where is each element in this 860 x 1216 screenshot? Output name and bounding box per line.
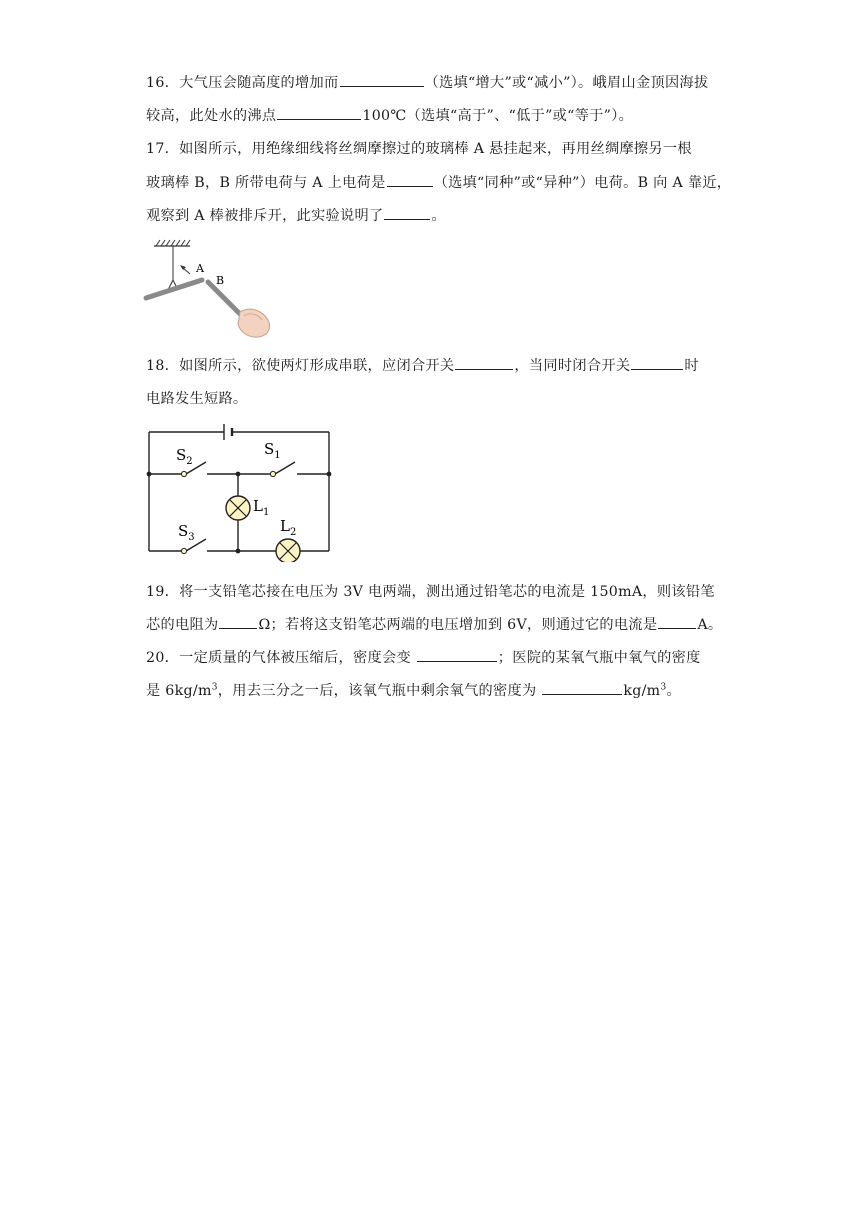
- q18-blank-1[interactable]: [455, 355, 513, 370]
- q20-text-e: kg/m: [623, 683, 661, 699]
- lamp-l2-icon: [276, 539, 300, 562]
- q19-text-c: Ω；若将这支铅笔芯两端的电压增加到 6V，则通过它的电流是: [258, 617, 658, 633]
- question-20-line-2: [146, 675, 726, 708]
- junction-dot: [236, 472, 241, 477]
- q20-sup-2: 3: [660, 682, 667, 693]
- hand-icon: [238, 309, 270, 337]
- question-17-line-3: [146, 200, 726, 233]
- q18-text-c: 时: [684, 358, 699, 374]
- q20-text-c: 是 6kg/m: [146, 683, 212, 699]
- label-l1: $L_1$: [253, 497, 270, 518]
- q20-blank-2[interactable]: [542, 680, 622, 695]
- q19-text-b: 芯的电阻为: [146, 617, 219, 633]
- q16-text-d: 100℃（选填“高于”、“低于”或“等于”）。: [362, 108, 634, 124]
- q19-text-d: A。: [697, 617, 723, 633]
- switch-s3-contact: [181, 548, 186, 553]
- switch-s2-contact: [181, 471, 186, 476]
- q16-text-a: 16．大气压会随高度的增加而: [146, 75, 339, 91]
- question-17-line-2: [146, 167, 732, 200]
- q16-text-b: （选填“增大”或“减小”）。峨眉山金顶因海拔: [424, 75, 709, 91]
- q17-text-e: 。: [431, 208, 446, 224]
- q19-text-a: 19．将一支铅笔芯接在电压为 3V 电两端，测出通过铅笔芯的电流是 150mA，则该铅笔: [146, 584, 715, 600]
- question-19-line-2: [146, 609, 726, 642]
- lamp-l1-icon: [226, 496, 250, 520]
- q20-blank-1[interactable]: [417, 647, 497, 662]
- label-l2: $L_2$: [280, 517, 297, 538]
- q19-blank-2[interactable]: [658, 614, 696, 629]
- q16-blank-2[interactable]: [277, 105, 361, 120]
- question-18-line-2: [146, 383, 726, 416]
- question-16-line-2: [146, 100, 726, 133]
- q17-text-c: （选填“同种”或“异种”）电荷。B 向 A 靠近，: [433, 175, 732, 191]
- q20-sup-1: 3: [211, 682, 218, 693]
- label-s3: $S_3$: [178, 522, 195, 543]
- q17-text-d: 观察到 A 棒被排斥开，此实验说明了: [146, 208, 384, 224]
- junction-dot: [147, 472, 152, 477]
- q16-text-c: 较高，此处水的沸点: [146, 108, 277, 124]
- switch-s1-blade: [275, 462, 295, 474]
- question-20-line-1: [146, 642, 726, 675]
- q16-blank-1[interactable]: [340, 72, 424, 87]
- junction-dot: [236, 549, 241, 554]
- q18-text-a: 18．如图所示，欲使两灯形成串联，应闭合开关: [146, 358, 455, 374]
- q18-blank-2[interactable]: [631, 355, 683, 370]
- circuit-figure: [140, 420, 340, 562]
- q20-text-a: 20．一定质量的气体被压缩后，密度会变: [146, 650, 416, 666]
- q18-text-d: 电路发生短路。: [146, 391, 248, 407]
- q18-text-b: ，当同时闭合开关: [514, 358, 631, 374]
- q20-text-d: ，用去三分之一后，该氧气瓶中剩余氧气的密度为: [217, 683, 542, 699]
- q20-text-f: 。: [666, 683, 681, 699]
- q19-blank-1[interactable]: [219, 614, 257, 629]
- question-17-line-1: [146, 133, 726, 166]
- junction-dot: [327, 472, 332, 477]
- label-a: A: [196, 262, 204, 275]
- ceiling-hatch: [156, 240, 190, 246]
- question-16-line-1: [146, 67, 726, 100]
- q20-text-b: ；医院的某氧气瓶中氧气的密度: [497, 650, 701, 666]
- glass-rod-figure: [140, 238, 280, 340]
- question-18-line-1: [146, 350, 726, 383]
- q17-blank-2[interactable]: [384, 205, 430, 220]
- q17-text-b: 玻璃棒 B，B 所带电荷与 A 上电荷是: [146, 175, 386, 191]
- label-s1: $S_1$: [264, 440, 281, 461]
- label-s2: $S_2$: [176, 446, 193, 467]
- switch-s1-contact: [270, 471, 275, 476]
- question-19-line-1: [146, 576, 726, 609]
- q17-text-a: 17．如图所示，用绝缘细线将丝绸摩擦过的玻璃棒 A 悬挂起来，再用丝绸摩擦另一根: [146, 141, 692, 157]
- label-b: B: [216, 274, 225, 287]
- q17-blank-1[interactable]: [387, 172, 433, 187]
